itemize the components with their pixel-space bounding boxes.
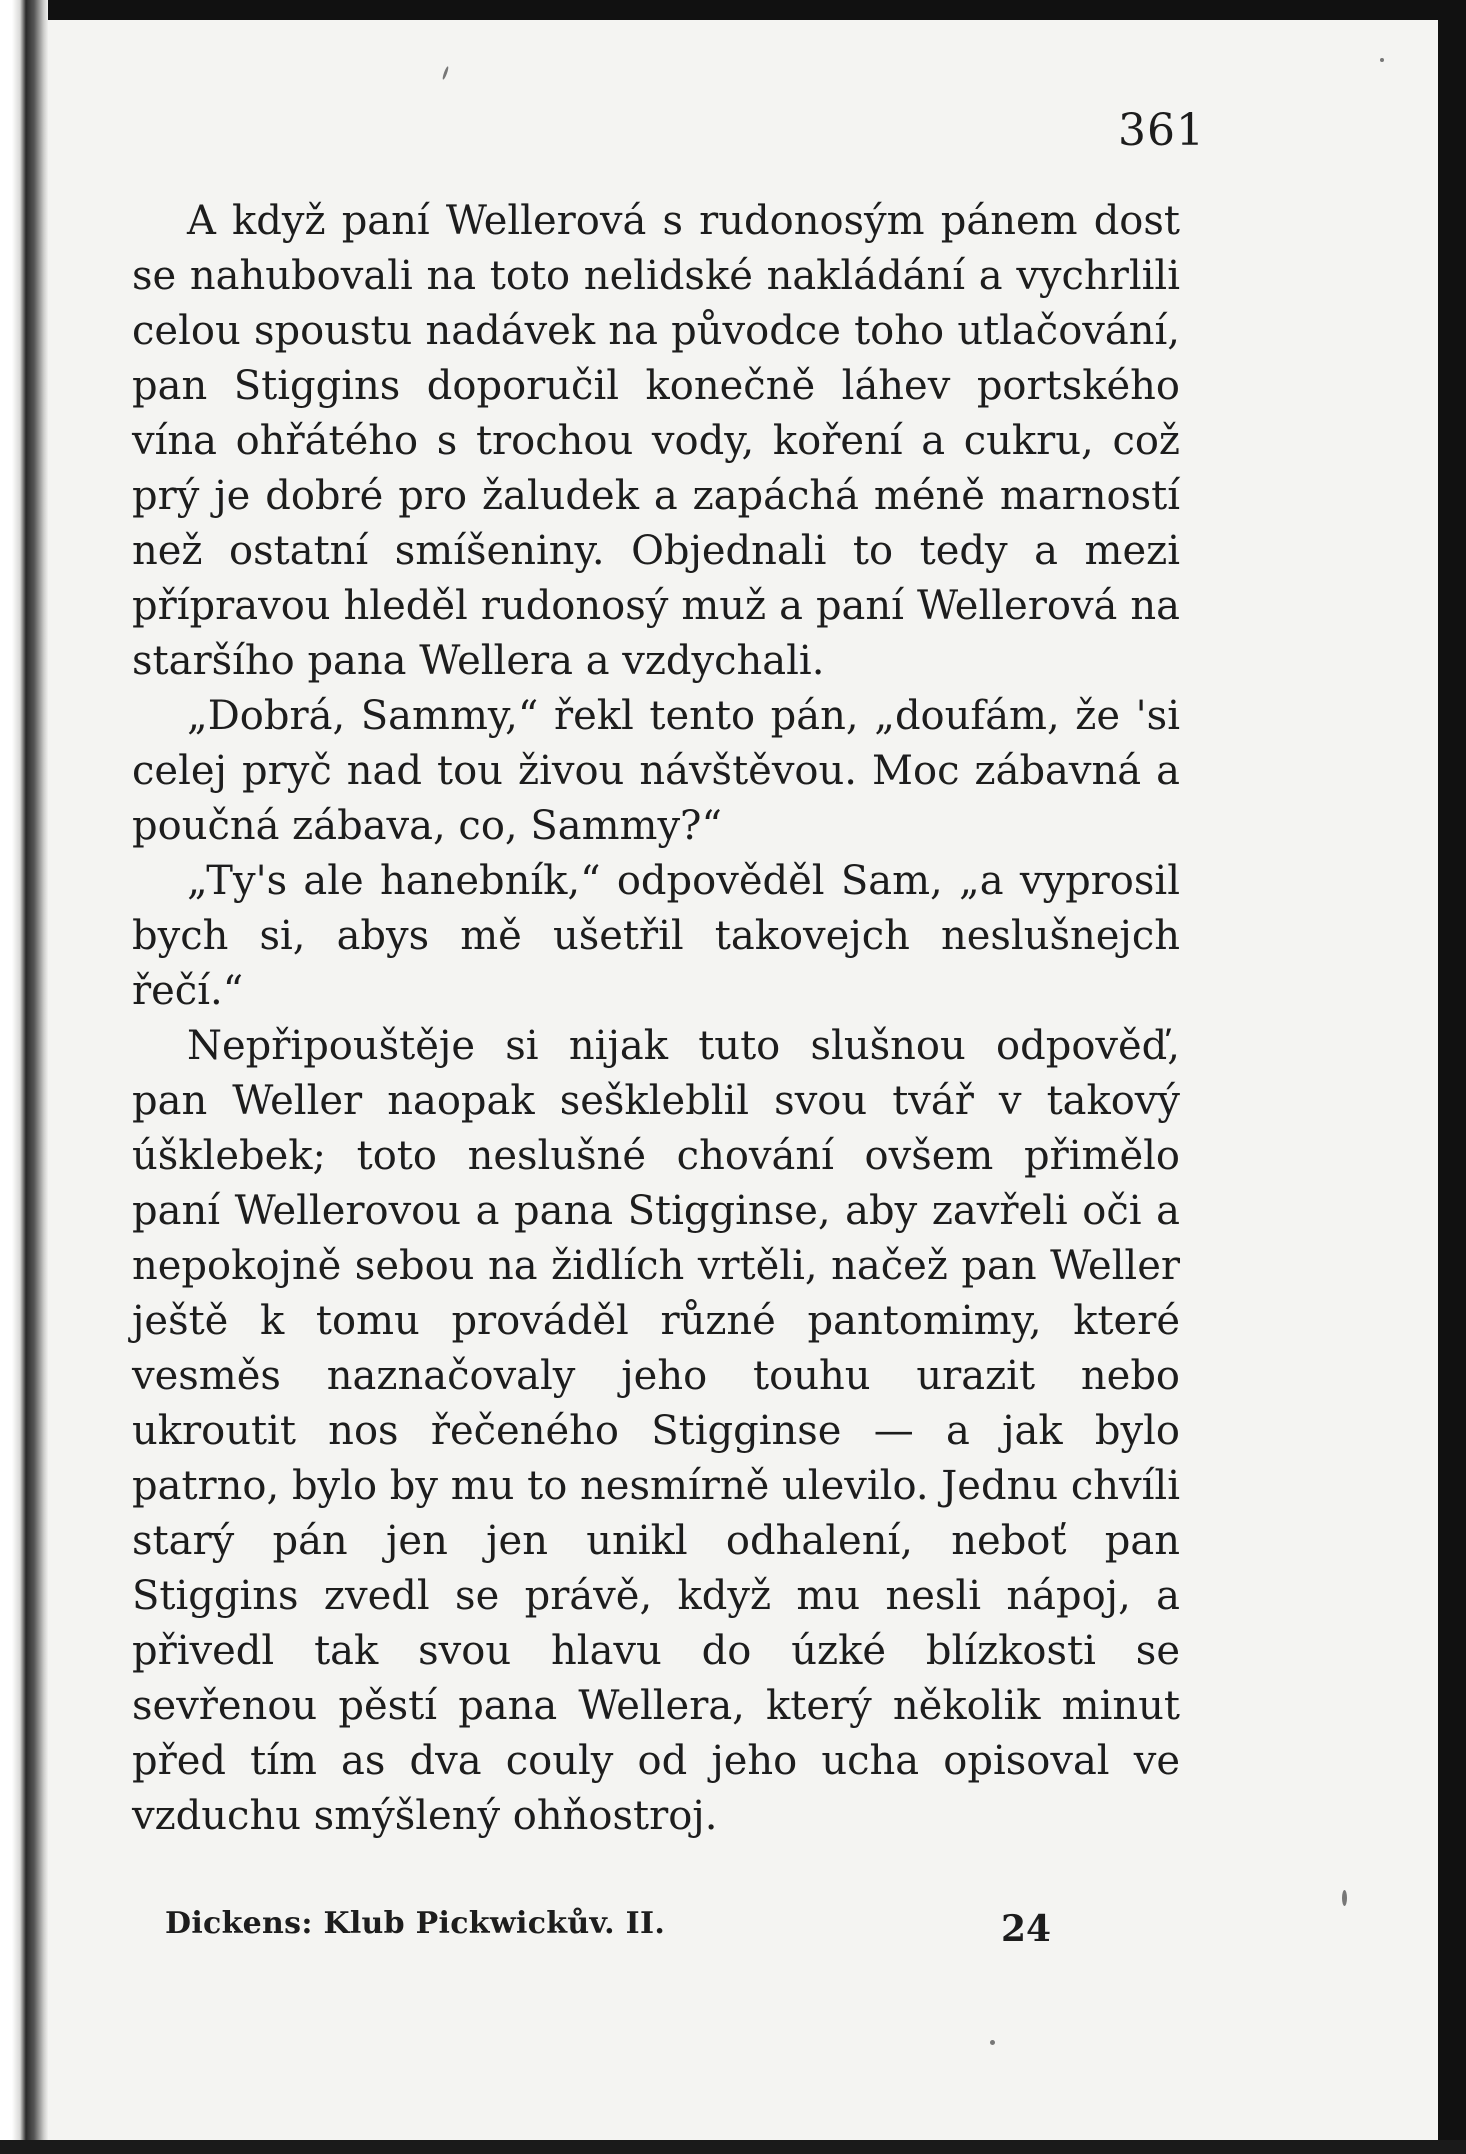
footer-signature: 24 (1001, 1908, 1052, 1950)
footer-source: Dickens: Klub Pickwickův. II. (165, 1906, 666, 1941)
scan-speck (1342, 1890, 1347, 1906)
paragraph: Nepřipouštěje si nijak tuto slušnou odpověď, pan Weller naopak seškleblil svou tvář v takový úšklebek; toto neslušné chování ovšem přimělo paní Wellerovou a pana Stigginse, aby zavřeli oči a nepokojně sebou na židlích vrtěli, načež pan Weller ještě k tomu prováděl různé pantomimy, které vesměs naznačovaly jeho touhu urazit nebo ukroutit nos řečeného Stigginse — a jak bylo patrno, bylo by mu to nesmírně ulevilo. Jednu chvíli starý pán jen jen unikl odhalení, neboť pan Stiggins zvedl se právě, když mu nesli nápoj, a přivedl tak svou hlavu do úzké blízkosti se sevřenou pěstí pana Wellera, který několik minut před tím as dva couly od jeho ucha opisoval ve vzduchu smýšlený ohňostroj. (132, 1023, 1180, 1839)
page-number: 361 (1118, 105, 1205, 156)
scan-border-right (1438, 0, 1466, 2154)
scan-speck (442, 66, 450, 80)
paragraph: „Dobrá, Sammy,“ řekl tento pán, „doufám, že 'si celej pryč nad tou živou návštěvou. Moc zábavná a poučná zábava, co, Sammy?“ (132, 693, 1180, 849)
body-text (132, 194, 1180, 1844)
scan-speck (1380, 58, 1384, 62)
scan-border-bottom (0, 2140, 1466, 2154)
paragraph: A když paní Wellerová s rudonosým pánem dost se nahubovali na toto nelidské nakládání a vychrlili celou spoustu nadávek na původce toho utlačování, pan Stiggins doporučil konečně láhev portského vína ohřátého s trochou vody, koření a cukru, což prý je dobré pro žaludek a zapáchá méně marností než ostatní smíšeniny. Objednali to tedy a mezi přípravou hleděl rudonosý muž a paní Wellerová na staršího pana Wellera a vzdychali. (132, 198, 1180, 684)
paragraph: „Ty's ale hanebník,“ odpověděl Sam, „a vyprosil bych si, abys mě ušetřil takovejch neslušnejch řečí.“ (132, 858, 1180, 1014)
scan-speck (990, 2040, 995, 2045)
scan-border-top (0, 0, 1466, 20)
scan-border-left (0, 0, 48, 2154)
